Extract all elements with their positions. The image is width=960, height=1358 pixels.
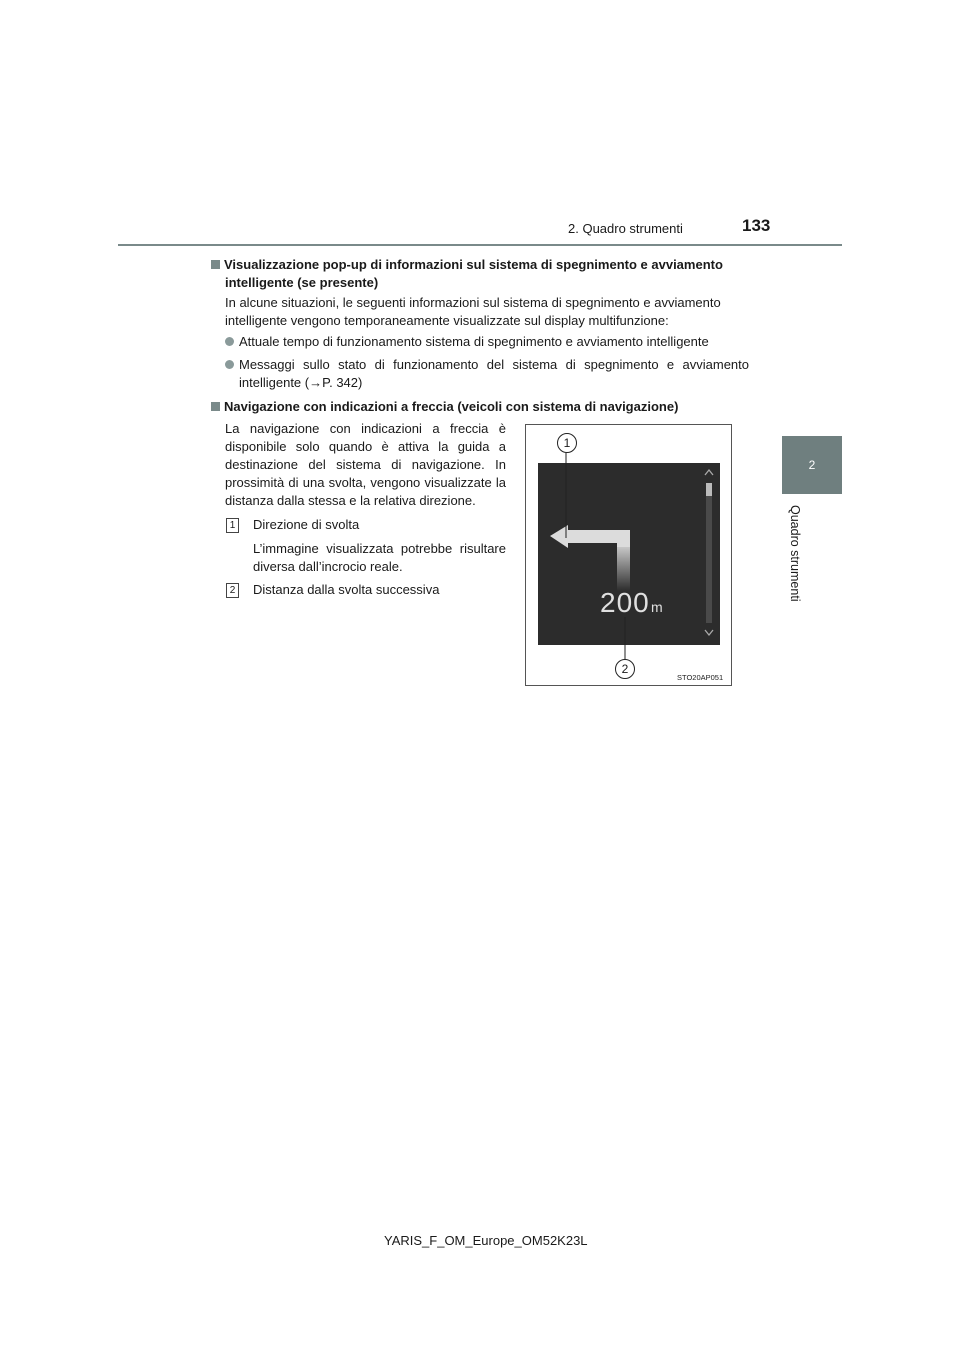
header-divider — [118, 244, 842, 246]
item-label: Distanza dalla svolta successiva — [253, 582, 440, 597]
navigation-display-figure — [525, 424, 732, 686]
item-number-box: 1 — [226, 518, 239, 533]
section1-title-line2: intelligente (se presente) — [225, 275, 379, 290]
bullet-text: Attuale tempo di funzionamento sistema di spegnimento e avviamento intelligente — [239, 334, 709, 349]
square-bullet-icon — [211, 260, 220, 269]
list-item — [239, 333, 749, 351]
section1-heading — [211, 256, 723, 274]
section1-intro-line2: intelligente vengono temporaneamente visualizzate sul display multifunzione: — [225, 313, 669, 328]
section2-heading — [211, 398, 678, 416]
section1-title-line1: Visualizzazione pop-up di informazioni sul sistema di spegnimento e avviamento — [224, 257, 723, 272]
bullet-text: Messaggi sullo stato di funzionamento del sistema di spegnimento e avviamento intelligente (→P. 342) — [239, 357, 749, 390]
chapter-tab: 2 — [782, 436, 842, 494]
callout-leaders — [526, 425, 731, 685]
bullet-dot-icon — [225, 360, 234, 369]
section2-title: Navigazione con indicazioni a freccia (veicoli con sistema di navigazione) — [224, 399, 679, 414]
section2-body: La navigazione con indicazioni a freccia è disponibile solo quando è attiva la guida a destinazione del sistema di navigazione. In prossimità di una svolta, vengono visualizzate la distanza dalla stessa e la relativa direzione. — [225, 421, 506, 508]
page-number: 133 — [742, 216, 771, 235]
callout-1: 1 — [557, 433, 577, 453]
square-bullet-icon — [211, 402, 220, 411]
bullet-dot-icon — [225, 337, 234, 346]
distance-value: 200 — [600, 587, 650, 618]
section1-intro-line1: In alcune situazioni, le seguenti informazioni sul sistema di spegnimento e avviamento — [225, 295, 721, 310]
section-header: 2. Quadro strumenti — [568, 221, 683, 236]
item-number-box: 2 — [226, 583, 239, 598]
callout-2: 2 — [615, 659, 635, 679]
distance-unit: m — [651, 599, 663, 615]
document-footer: YARIS_F_OM_Europe_OM52K23L — [384, 1233, 588, 1248]
item-label: Direzione di svolta — [253, 517, 360, 532]
figure-code: STO20AP051 — [677, 673, 724, 682]
chapter-tab-label: Quadro strumenti — [788, 505, 802, 602]
list-item — [239, 356, 749, 392]
item-note: L’immagine visualizzata potrebbe risultare diversa dall’incrocio reale. — [253, 541, 506, 574]
